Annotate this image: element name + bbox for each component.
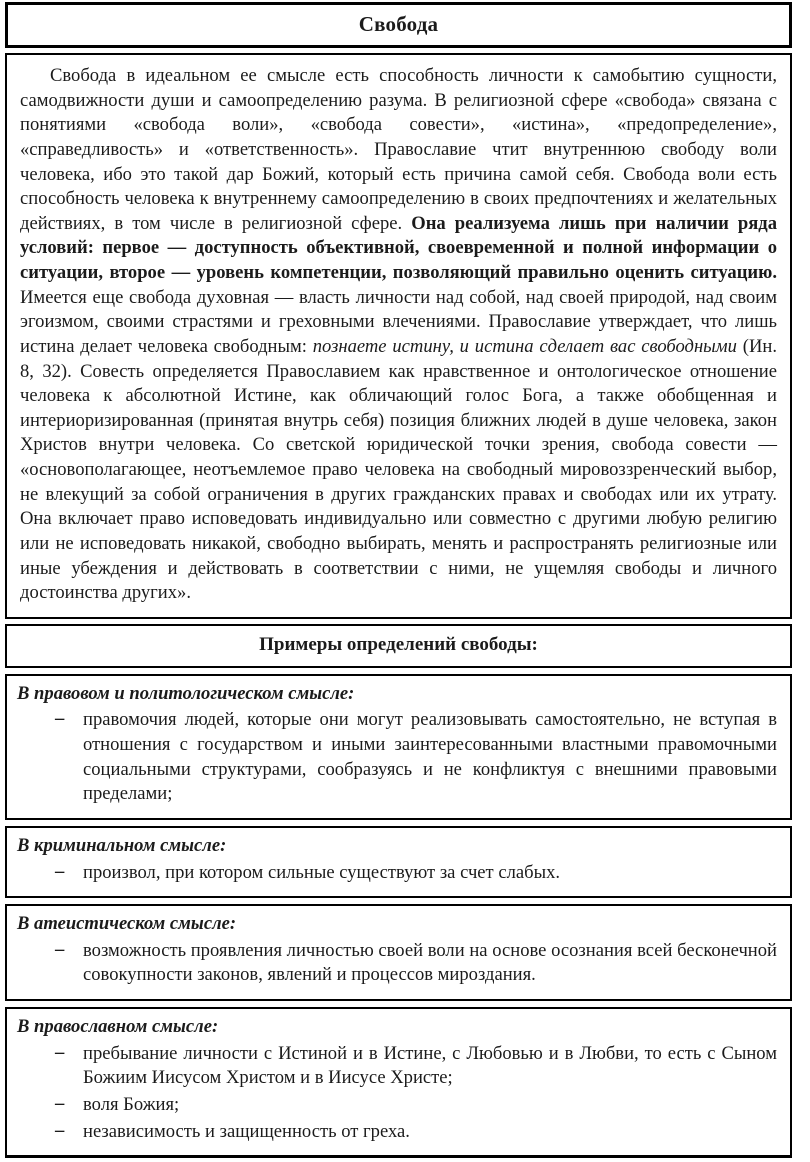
definition-item bbox=[17, 708, 777, 807]
page-title: Свобода bbox=[358, 12, 439, 36]
definition-item-text: пребывание личности с Истиной и в Истине, с Любовью и в Любви, то есть с Сыном Божиим Иисусом Христом и в Иисусе Христе; bbox=[83, 1042, 777, 1089]
definition-item bbox=[17, 1042, 777, 1091]
definition-list bbox=[17, 708, 777, 807]
section-heading: В атеистическом смысле: bbox=[17, 913, 237, 935]
paragraph-intro: Свобода в идеальном ее смысле есть способность личности к самобытию сущности, самодвижности души и самоопределению разума. В религиозной сфере «свобода» связана с понятиями «свобода воли», «свобода совести», «истина», «предопределение», «справедливость» и «ответственность». Православие чтит внутреннюю свободу воли человека, ибо это такой дар Божий, который есть причина самой себя. Свобода воли есть способность человека к внутреннему самоопределению в своих предпочтениях и желательных действиях, в том числе в религиозной сфере. bbox=[20, 65, 777, 234]
definition-item bbox=[17, 939, 777, 988]
title-box bbox=[5, 2, 792, 48]
section-legal-political bbox=[5, 674, 792, 820]
section-orthodox bbox=[5, 1007, 792, 1158]
dash-marker: – bbox=[55, 1041, 65, 1063]
paragraph-rest: (Ин. 8, 32). Совесть определяется Православием как нравственное и онтологическое отношение человека к абсолютной Истине, как обличающий голос Бога, а также обобщенная и интериоризированная (принятая внутрь себя) позиция ближних людей в душе человека, закон Христов внутри человека. Со светской юридической точки зрения, свобода совести — «основополагающее, неотъемлемое право человека на свободный мировоззренческий выбор, не влекущий за собой ограничения в других гражданских правах и свободах или их утрату. Она включает право исповедовать индивидуально или совместно с другими любую религию или не исповедовать никакой, свободно выбирать, менять и распространять религиозные или иные убеждения и действовать в соответствии с ними, не ущемляя свободы и личного достоинства других». bbox=[20, 335, 777, 604]
section-heading: В криминальном смысле: bbox=[17, 834, 227, 856]
definition-list bbox=[17, 939, 777, 988]
dash-marker: – bbox=[55, 1092, 65, 1114]
section-criminal bbox=[5, 826, 792, 898]
definition-item-text: воля Божия; bbox=[83, 1093, 180, 1115]
definition-item-text: возможность проявления личностью своей воли на основе осознания всей бесконечной совокупности законов, явлений и процессов мироздания. bbox=[83, 939, 777, 986]
definition-list bbox=[17, 861, 777, 886]
definition-item bbox=[17, 1120, 777, 1145]
dash-marker: – bbox=[55, 860, 65, 882]
definition-item-text: правомочия людей, которые они могут реализовывать самостоятельно, не вступая в отношения с государством и иными заинтересованными властными правомочными социальными структурами, сообразуясь и не конфликтуя с внешними правовыми пределами; bbox=[83, 709, 777, 805]
definition-item-text: независимость и защищенность от греха. bbox=[83, 1120, 410, 1142]
paragraph-bold-conditions: Она реализуема лишь при наличии ряда условий: первое — доступность объективной, своевременной и полной информации о ситуации, второе — уровень компетенции, позволяющий правильно оценить ситуацию. bbox=[20, 212, 777, 283]
definition-box bbox=[5, 53, 792, 619]
dash-marker: – bbox=[55, 708, 65, 730]
examples-header: Примеры определений свободы: bbox=[259, 633, 538, 655]
definition-list bbox=[17, 1042, 777, 1145]
definition-paragraph bbox=[20, 64, 777, 606]
paragraph-middle: Имеется еще свобода духовная — власть личности над собой, над своей природой, над своим эгоизмом, своими страстями и греховными влечениями. Православие утверждает, что лишь истина делает человека свободным: bbox=[20, 286, 777, 357]
definition-item bbox=[17, 861, 777, 886]
paragraph-scripture-quote: познаете истину, и истина сделает вас свободными bbox=[312, 335, 737, 357]
section-heading: В правовом и политологическом смысле: bbox=[17, 682, 355, 704]
definition-item bbox=[17, 1093, 777, 1118]
dash-marker: – bbox=[55, 1119, 65, 1141]
definition-item-text: произвол, при котором сильные существуют за счет слабых. bbox=[83, 861, 561, 883]
dash-marker: – bbox=[55, 938, 65, 960]
section-heading: В православном смысле: bbox=[17, 1016, 219, 1037]
section-atheistic bbox=[5, 904, 792, 1001]
examples-header-box bbox=[5, 624, 792, 668]
